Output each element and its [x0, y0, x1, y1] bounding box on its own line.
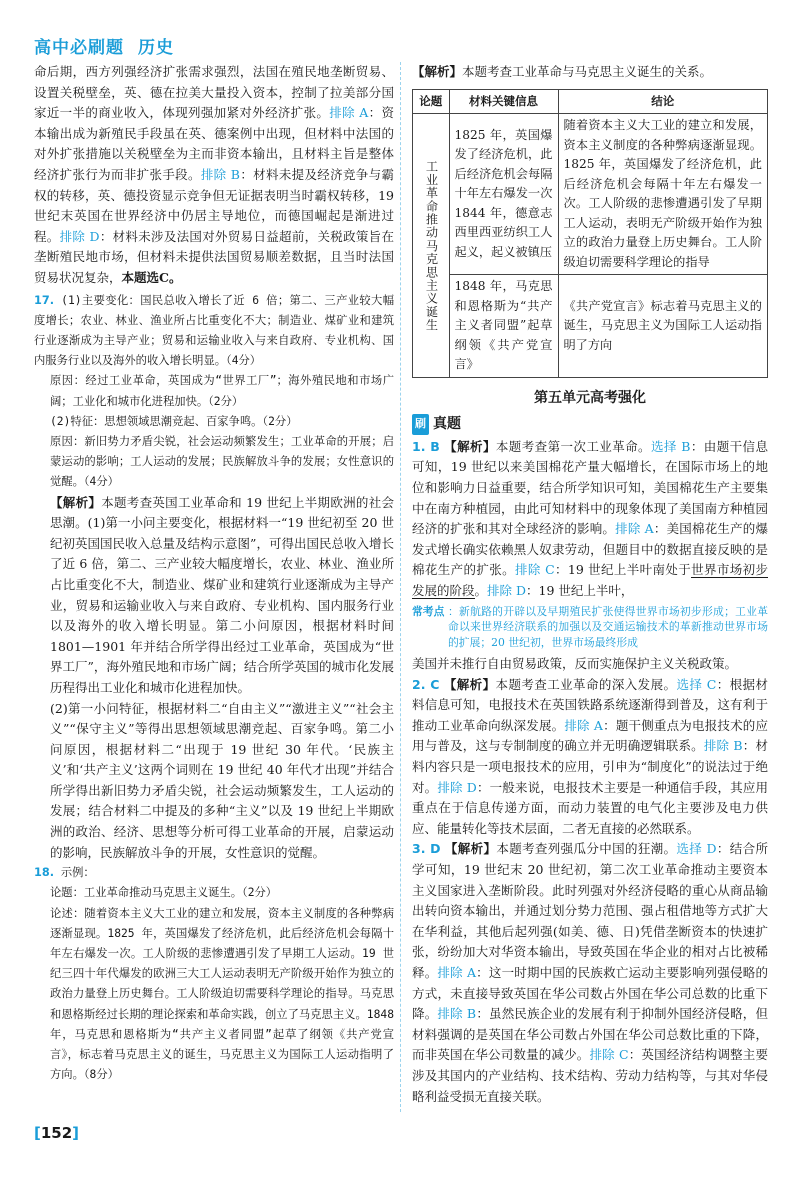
table-topic-cell: 工业革命推动马克思主义诞生 — [413, 114, 450, 378]
q17-feature: (2)特征：思想领域思潮竞起、百家争鸣。（2分） — [50, 414, 298, 428]
q17-reason-2: 原因：新旧势力矛盾尖锐，社会运动频繁发生；工业革命的开展；启蒙运动的影响；工人运动的发展；民族解放斗争的发展；女性意识的觉醒。（4分） — [50, 434, 394, 489]
exclude-d-label: 排除 D — [59, 228, 100, 244]
left-column — [34, 62, 394, 1085]
answer-1: 1. B 【解析】本题考查第一次工业革命。选择 B：由题干信息可知，19 世纪以来美国棉花产量大幅增长，在国际市场上的地位和影响力日益重要，结合所学知识可知，美国棉花生产主要集中在南方种植园，由此可知材料中的现象体现了美国南方种植园经济的扩张和其对全球经济的影响。排除 A：美国棉花生产的爆发式增长确实依赖黑人奴隶劳动，但题目中的数据直接反映的是棉花生产的扩张。排除 C：19 世纪上半叶南处于世界市场初步发展的阶段。排除 D：19 世纪上半叶， — [412, 438, 768, 598]
table-header: 结论 — [558, 89, 768, 114]
table-header: 论题 — [413, 89, 450, 114]
brush-badge-icon: 刷 — [412, 414, 429, 435]
table-cell: 1825 年，英国爆发了经济危机，此后经济危机会每隔十年左右爆发一次 1844 年，德意志西里西亚纺织工人起义，起义被镇压 — [449, 114, 558, 275]
column-divider — [400, 62, 401, 1112]
key-point-tag: 常考点 — [412, 604, 445, 618]
book-title: 高中必刷题 — [34, 38, 124, 58]
answer-2: 2. C 【解析】本题考查工业革命的深入发展。选择 C：根据材料信息可知，电报技术在英国铁路系统逐渐得到普及，这有利于推动工业革命向纵深发展。排除 A：题干侧重点为电报技术的应用与普及，这与专制制度的确立并无明确逻辑联系。排除 B：材料内容只是一项电报技术的应用，引申为“制度化”的说法过于绝对。排除 D：一般来说，电报技术主要是一种通信手段，其应用重点在于信息传递方面，而动力装置的电气化主要涉及电力供应、能量转化等技术层面，二者无直接的必然联系。 — [412, 676, 768, 836]
q17-number: 17. — [34, 293, 55, 307]
exclude-a-label: 排除 A — [329, 105, 369, 121]
q17-analysis-2: (2)第一小问特征，根据材料二“自由主义”“激进主义”“社会主义”“保守主义”等得出思想领域思潮竞起、百家争鸣。第二小问原因，根据材料二“出现于 19 世纪 30 年代。‘民族主义’和‘共产主义’这两个词则在 19 世纪 40 年代才出现”并结合所学得出新旧势力矛盾尖锐，社会运动频繁发生，工人运动的发展；结合材料二中提及的多种“主义”以及 19 世纪上半期欧洲的政治、经济、思想等分析可得工业革命的开展，启蒙运动的影响，民族解放斗争的开展，女性意识的觉醒。 — [50, 700, 394, 860]
para-intro: 命后期，西方列强经济扩张需求强烈，法国在殖民地垄断贸易、设置关税壁垒，英、德在拉美大量投入资本，控制了拉美部分国家近一半的商业收入，体现列强加紧对外经济扩张。排除 A：资本输出成为新殖民手段虽在英、德案例中出现，但材料中法国的对外扩张措施以关税壁垒为主而非资本输出，且材料主旨是整体经济扩张行为而非扩张手段。排除 B：材料未提及经济竞争与霸权的转移，英、德投资显示竞争但无证据表明当时霸权转移，19 世纪末英国在世界经济中仍居主导地位，而德国崛起是渐进过程。排除 D：材料未涉及法国对外贸易日益超前，关税政策旨在垄断殖民地市场，但材料未提供法国贸易顺差数据，且当时法国贸易状况复杂，本题选C。 — [34, 64, 394, 285]
q17-reason: 原因：经过工业革命，英国成为“世界工厂”；海外殖民地和市场广阔；工业化和城市化进程加快。（2分） — [50, 374, 394, 408]
table-cell: 《共产党宣言》标志着马克思主义的诞生，马克思主义为国际工人运动指明了方向 — [558, 275, 768, 378]
analysis-table — [412, 89, 768, 378]
table-row — [413, 114, 768, 275]
q17-answer: 17. (1)主要变化：国民总收入增长了近 6 倍；第二、三产业较大幅度增长；农业、林业、渔业所占比重变化不大；制造业、煤矿业和建筑行业逐渐成为主导产业；贸易和运输业收入与来自政府、专业机构、国内服务行业以及海外的收入增长明显。（4分） — [34, 293, 394, 368]
table-intro: 【解析】本题考查工业革命与马克思主义诞生的关系。 — [412, 64, 713, 79]
key-point-note: 常考点 ：新航路的开辟以及早期殖民扩张使得世界市场初步形成；工业革命以来世界经济联系的加强以及交通运输技术的革新推动世界市场的扩展；20 世纪初，世界市场最终形成 — [412, 604, 768, 649]
q18-number: 18. — [34, 866, 55, 880]
answer-3: 3. D 【解析】本题考查列强瓜分中国的狂潮。选择 D：结合所学可知，19 世纪末 20 世纪初，第二次工业革命推动主要资本主义国家进入垄断阶段。此时列强对外经济侵略的重心从商品输出转向资本输出，并通过划分势力范围、强占租借地等方式扩大在华利益，其他后起列强(如美、德、日)凭借垄断资本的快速扩张，纷纷加大对华资本输出，导致英国在华企业的相对占比被稀释。排除 A：这一时期中国的民族救亡运动主要影响列强侵略的方式，未直接导致英国在华公司数占外国在华公司总数的比重下降。排除 B：虽然民族企业的发展有利于抑制外国经济侵略，但材料强调的是英国在华公司数占外国在华公司总数比重的下降，而非英国在华公司数量的减少。排除 C：英国经济结构调整主要涉及其国内的产业结构、技术结构、劳动力结构等，与其对华侵略利益受损无直接关联。 — [412, 841, 768, 1104]
exclude-b-label: 排除 B — [200, 166, 240, 182]
q17-analysis: 【解析】本题考查英国工业革命和 19 世纪上半期欧洲的社会思潮。(1)第一小问主要变化，根据材料一“19 世纪初至 20 世纪初英国国民收入总量及结构示意图”，可得出国民总收入增长了近 6 倍，第二、三产业较大幅度增长，农业、林业、渔业所占比重变化不大，制造业、煤矿业和建筑行业逐渐成为主导产业，贸易和运输业收入与来自政府、专业机构、国内服务行业以及海外的收入增长明显。第二小问原因，根据材料时间 1801—1901 年并结合所学得出经过工业革命，英国成为“世界工厂”，海外殖民地和市场广阔；结合所学英国的城市化发展历程得出工业化和城市化进程加快。 — [50, 494, 394, 695]
unit-title: 第五单元高考强化 — [534, 389, 646, 406]
q18-topic: 论题：工业革命推动马克思主义诞生。（2分） — [50, 886, 278, 900]
right-column — [412, 62, 768, 1107]
page-number: [152] — [34, 1124, 80, 1142]
table-cell: 随着资本主义大工业的建立和发展，资本主义制度的各种弊病逐渐显现。1825 年，英国爆发了经济危机，此后经济危机会每隔十年左右爆发一次。工人阶级的悲惨遭遇引发了早期工人运动，表明无产阶级开始作为独立的政治力量登上历史舞台。工人阶级迫切需要科学理论的指导 — [558, 114, 768, 275]
table-row — [413, 275, 768, 378]
subject-title: 历史 — [138, 38, 174, 58]
table-cell: 1848 年，马克思和恩格斯为“共产主义者同盟”起草纲领《共产党宣言》 — [449, 275, 558, 378]
answer-1-tail: 美国并未推行自由贸易政策，反而实施保护主义关税政策。 — [412, 656, 738, 672]
running-header — [34, 33, 174, 58]
answer-c: 本题选C。 — [121, 269, 182, 285]
section-heading: 刷 真题 — [412, 414, 768, 435]
q18-answer: 18. 示例： — [34, 866, 95, 880]
q18-argument: 论述：随着资本主义大工业的建立和发展，资本主义制度的各种弊病逐渐显现。1825 年，英国爆发了经济危机，此后经济危机会每隔十年左右爆发一次。工人阶级的悲惨遭遇引发了早期工人运动。19 世纪三四十年代爆发的欧洲三大工人运动表明无产阶级开始作为独立的政治力量登上历史舞台。工人阶级迫切需要科学理论的指导。马克思和恩格斯经过长期的理论探索和革命实践，创立了马克思主义。1848 年，马克思和恩格斯为“共产主义者同盟”起草了纲领《共产党宣言》，标志着马克思主义的诞生，马克思主义为国际工人运动指明了方向。（8分） — [50, 906, 394, 1082]
table-header: 材料关键信息 — [449, 89, 558, 114]
